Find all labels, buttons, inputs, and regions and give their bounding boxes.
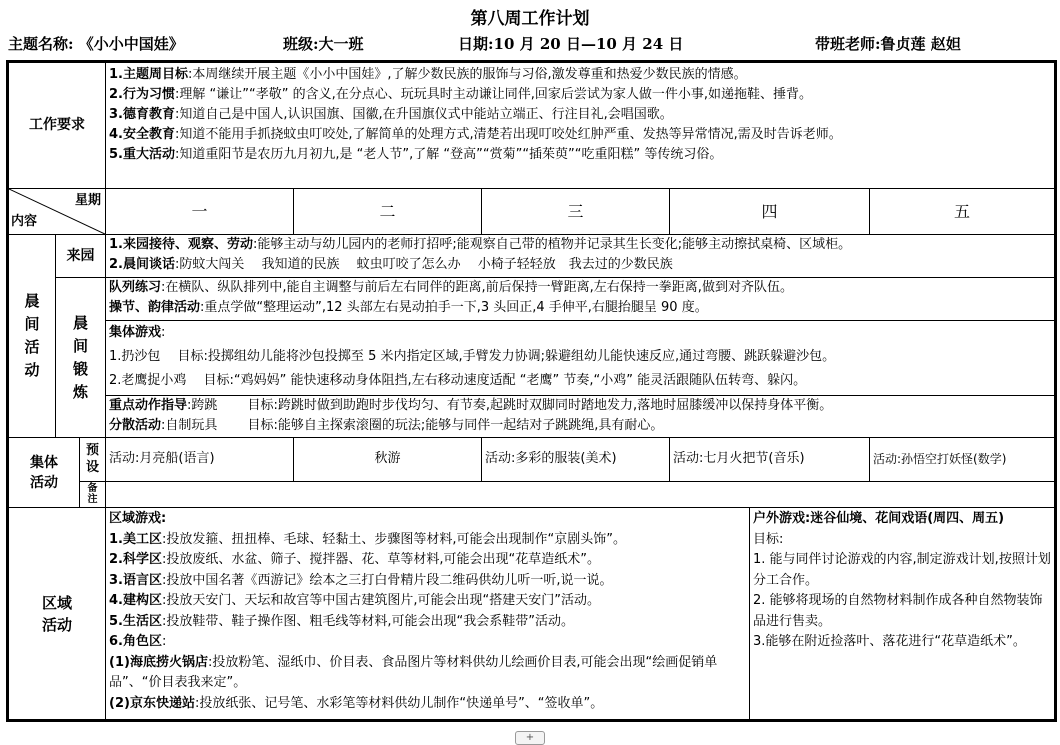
games-row <box>8 320 1056 395</box>
outdoor-goal-label: 目标: <box>753 531 784 547</box>
teacher-info <box>815 34 961 54</box>
page-title: 第八周工作计划 <box>470 9 590 29</box>
diagonal-header-cell <box>8 188 106 235</box>
arrival-line: 1.来园接待、观察、劳动:能够主动与幼儿园内的老师打招呼;能观察自己带的植物并记录其生长变化;能够主动擦拭桌椅、区域柜。 <box>109 237 852 253</box>
area-item: 2.科学区:投放废纸、水盆、筛子、搅拌器、花、草等材料,可能会出现“花草造纸术”。 <box>109 552 600 568</box>
requirement-item: 3.德育教育:知道自己是中国人,认识国旗、国徽,在升国旗仪式中能站立端正、行注目礼,会唱国歌。 <box>109 107 673 122</box>
queue-content <box>106 277 1056 320</box>
work-requirements-row <box>8 62 1056 189</box>
note-content <box>106 481 1056 507</box>
area-item: 6.角色区: <box>109 634 167 650</box>
expand-button[interactable]: + <box>515 731 545 745</box>
class-info <box>283 34 364 54</box>
date-info <box>458 34 683 54</box>
activity-tuesday: 秋游 <box>294 438 482 482</box>
date-value: 10 月 20 日—10 月 24 日 <box>493 35 684 53</box>
content-header-label: 内容 <box>11 214 38 230</box>
area-row <box>8 508 1056 721</box>
area-games-content <box>106 508 750 721</box>
game-item: 2.老鹰捉小鸡 目标:“鸡妈妈” 能快速移动身体阻挡,左右移动速度适配 “老鹰” 节奏,“小鸡” 能灵活跟随队伍转弯、躲闪。 <box>109 372 807 388</box>
outdoor-games-content <box>750 508 1056 721</box>
games-heading: 集体游戏: <box>109 324 166 340</box>
area-item: 5.生活区:投放鞋带、鞋子操作图、粗毛线等材料,可能会出现“我会系鞋带”活动。 <box>109 613 574 629</box>
arrival-label: 来园 <box>56 235 106 278</box>
focus-row <box>8 395 1056 438</box>
teacher-value: 鲁贞莲 赵妲 <box>880 35 961 53</box>
role-item: (1)海底捞火锅店:投放粉笔、湿纸巾、价目表、食品图片等材料供幼儿绘画价目表,可能会出现“绘画促销单品”、“价目表我来定”。 <box>109 654 718 691</box>
theme-info <box>8 34 184 54</box>
morning-heading: 晨间活动 <box>8 235 56 438</box>
area-item: 1.美工区:投放发箍、扭扭棒、毛球、轻黏土、步骤图等材料,可能会出现制作“京剧头饰”。 <box>109 531 626 547</box>
arrival-content <box>106 235 1056 278</box>
activity-wednesday: 活动:多彩的服装(美术) <box>482 438 670 482</box>
outdoor-goal-item: 3.能够在附近捡落叶、落花进行“花草造纸术”。 <box>753 634 1026 650</box>
group-line: 分散活动:自制玩具 目标:能够自主探索滚圈的玩法;能够与同伴一起结对子跳跳绳,具有耐心。 <box>109 417 664 433</box>
note-row <box>8 481 1056 507</box>
requirement-item: 4.安全教育:知道不能用手抓挠蚊虫叮咬处,了解简单的处理方式,清楚若出现叮咬处红肿严重、发热等异常情况,需及时告诉老师。 <box>109 127 842 142</box>
day-thursday: 四 <box>670 188 870 235</box>
theme-label: 主题名称: <box>8 35 74 53</box>
day-monday: 一 <box>106 188 294 235</box>
role-item: (2)京东快递站:投放纸张、记号笔、水彩笔等材料供幼儿制作“快递单号”、“签收单”。 <box>109 695 604 711</box>
theme-value: 《小小中国娃》 <box>78 35 184 53</box>
day-friday: 五 <box>870 188 1056 235</box>
week-header-row <box>8 188 1056 235</box>
exercise-label: 晨间锻炼 <box>56 277 106 437</box>
area-item: 3.语言区:投放中国名著《西游记》绘本之三打白骨精片段二维码供幼儿听一听,说一说。 <box>109 572 613 588</box>
plan-table <box>6 60 1057 722</box>
activity-monday: 活动:月亮船(语言) <box>106 438 294 482</box>
focus-content <box>106 395 1056 438</box>
day-wednesday: 三 <box>482 188 670 235</box>
outdoor-goal-item: 2. 能够将现场的自然物材料制作成各种自然物装饰品进行售卖。 <box>753 593 1043 629</box>
focus-line: 重点动作指导:跨跳 目标:跨跳时做到助跑时步伐均匀、有节奏,起跳时双脚同时踏地发力,落地时屈膝缓冲以保持身体平衡。 <box>109 397 833 413</box>
area-item: 4.建构区:投放天安门、天坛和故宫等中国古建筑图片,可能会出现“搭建天安门”活动。 <box>109 593 600 609</box>
activity-thursday: 活动:七月火把节(音乐) <box>670 438 870 482</box>
rhythm-line: 操节、韵律活动:重点学做“整理运动”,12 头部左右晃动拍手一下,3 头回正,4 手伸平,右腿抬腿呈 90 度。 <box>109 299 708 315</box>
game-item: 1.扔沙包 目标:投掷组幼儿能将沙包投掷至 5 米内指定区域,手臂发力协调;躲避组幼儿能快速反应,通过弯腰、跳跃躲避沙包。 <box>109 348 836 364</box>
requirement-item: 5.重大活动:知道重阳节是农历九月初九,是 “老人节”,了解 “登高”“赏菊”“插茱萸”“吃重阳糕” 等传统习俗。 <box>109 147 723 162</box>
arrival-line: 2.晨间谈话:防蚊大闯关 我知道的民族 蚊虫叮咬了怎么办 小椅子轻轻放 我去过的少数民族 <box>109 257 673 273</box>
arrival-row <box>8 235 1056 278</box>
work-requirements-heading: 工作要求 <box>8 62 106 189</box>
queue-line: 队列练习:在横队、纵队排列中,能自主调整与前后左右同伴的距离,前后保持一臂距离,左右保持一拳距离,做到对齐队伍。 <box>109 279 793 295</box>
requirement-item: 1.主题周目标:本周继续开展主题《小小中国娃》,了解少数民族的服饰与习俗,激发尊重和热爱少数民族的情感。 <box>109 67 747 82</box>
weekday-header-label: 星期 <box>75 192 102 208</box>
area-heading: 区域活动 <box>8 508 106 721</box>
day-tuesday: 二 <box>294 188 482 235</box>
games-content <box>106 320 1056 395</box>
note-label: 备注 <box>80 481 106 507</box>
group-activity-heading: 集体活动 <box>8 438 80 508</box>
teacher-label: 带班老师: <box>815 35 881 53</box>
requirement-item: 2.行为习惯:理解 “谦让”“孝敬” 的含义,在分点心、玩玩具时主动谦让同伴,回家后尝试为家人做一件小事,如递拖鞋、捶背。 <box>109 87 812 102</box>
group-activity-row <box>8 438 1056 482</box>
outdoor-heading: 户外游戏:迷谷仙境、花间戏语(周四、周五) <box>753 511 1005 527</box>
queue-row <box>8 277 1056 320</box>
date-label: 日期: <box>458 35 494 53</box>
class-value: 大一班 <box>318 35 364 53</box>
outdoor-goal-item: 1. 能与同伴讨论游戏的内容,制定游戏计划,按照计划分工合作。 <box>753 552 1051 588</box>
activity-friday: 活动:孙悟空打妖怪(数学) <box>870 438 1056 482</box>
area-games-heading: 区域游戏: <box>109 511 167 527</box>
preset-label: 预设 <box>80 438 106 482</box>
work-requirements-content <box>106 62 1056 189</box>
class-label: 班级: <box>283 35 319 53</box>
